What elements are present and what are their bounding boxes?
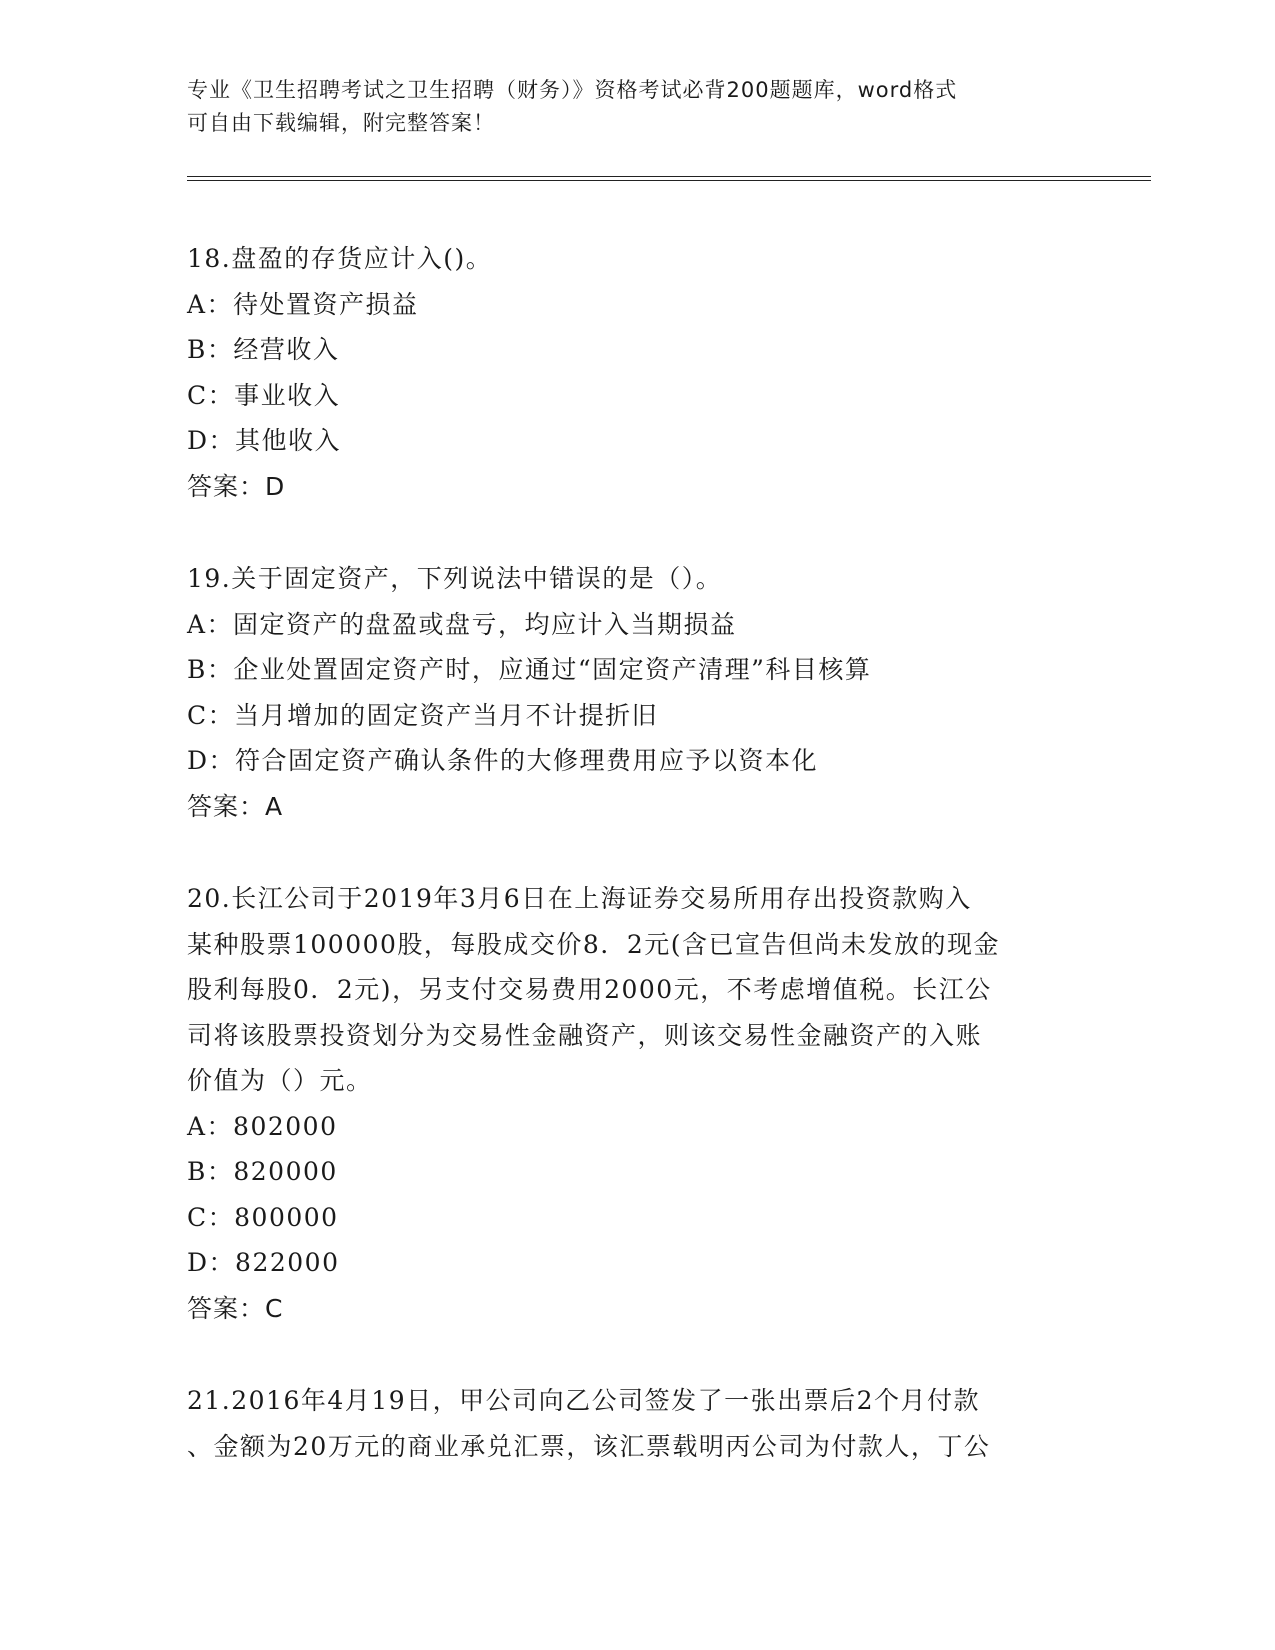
question-stem-line: 21.2016年4月19日，甲公司向乙公司签发了一张出票后2个月付款: [187, 1386, 981, 1415]
question-stem: 19.关于固定资产，下列说法中错误的是（）。: [187, 564, 723, 593]
header-divider-top: [187, 176, 1151, 177]
question-18: [187, 236, 1077, 509]
question-20: [187, 876, 1077, 1331]
option-c: C：事业收入: [187, 380, 341, 410]
question-stem-line: 司将该股票投资划分为交易性金融资产，则该交易性金融资产的入账: [187, 1020, 983, 1050]
question-stem: 18.盘盈的存货应计入()。: [187, 244, 493, 273]
option-b: B：企业处置固定资产时，应通过“固定资产清理”科目核算: [187, 655, 872, 684]
question-21: [187, 1378, 1077, 1469]
question-stem-line: 股利每股0．2元)，另支付交易费用2000元，不考虑增值税。长江公: [187, 975, 992, 1004]
question-stem-line: 、金额为20万元的商业承兑汇票，该汇票载明丙公司为付款人，丁公: [187, 1431, 991, 1461]
header-divider-bottom: [187, 180, 1151, 181]
header-line-2: 可自由下载编辑，附完整答案！: [187, 111, 495, 135]
option-a: A：802000: [187, 1111, 338, 1141]
option-d: D：符合固定资产确认条件的大修理费用应予以资本化: [187, 746, 819, 775]
option-c: C：当月增加的固定资产当月不计提折旧: [187, 700, 659, 730]
option-c: C：800000: [187, 1202, 339, 1232]
answer-line: 答案：A: [187, 791, 284, 821]
option-b: B：经营收入: [187, 335, 340, 364]
document-header: [187, 74, 1067, 140]
question-list: [187, 236, 1077, 1516]
option-d: D：其他收入: [187, 426, 342, 455]
question-stem-line: 20.长江公司于2019年3月6日在上海证券交易所用存出投资款购入: [187, 884, 972, 913]
option-d: D：822000: [187, 1248, 340, 1277]
answer-line: 答案：C: [187, 1293, 284, 1323]
option-b: B：820000: [187, 1157, 338, 1186]
answer-line: 答案：D: [187, 471, 286, 501]
option-a: A：待处置资产损益: [187, 289, 419, 319]
question-stem-line: 价值为（）元。: [187, 1066, 373, 1095]
option-a: A：固定资产的盘盈或盘亏，均应计入当期损益: [187, 609, 737, 639]
question-19: [187, 556, 1077, 829]
question-stem-line: 某种股票100000股，每股成交价8．2元(含已宣告但尚未发放的现金: [187, 929, 1001, 959]
header-line-1: 专业《卫生招聘考试之卫生招聘（财务）》资格考试必背200题题库，word格式: [187, 78, 958, 102]
